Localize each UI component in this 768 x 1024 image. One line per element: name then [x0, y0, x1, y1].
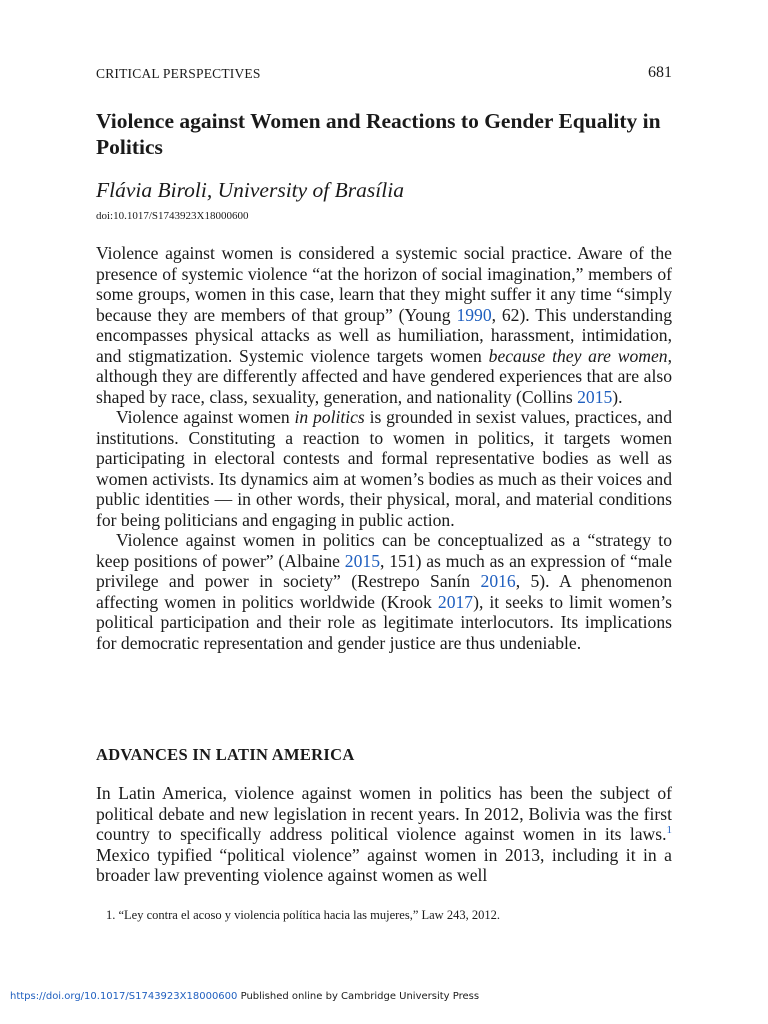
- section-heading: ADVANCES IN LATIN AMERICA: [96, 745, 355, 764]
- footnote-1-link[interactable]: 1: [666, 824, 672, 837]
- paragraph-4-text: Mexico typified “political violence” against women in 2013, including it in a broader law preventing violence against women as well: [96, 844, 672, 885]
- paragraph-3-text: Violence against women in politics can be conceptualized as a “strategy to keep positions of power” (Albaine: [96, 530, 672, 571]
- running-header: [96, 64, 672, 86]
- paragraph-1-emphasis: because they are women: [488, 345, 668, 366]
- doi-link[interactable]: https://doi.org/10.1017/S1743923X18000600: [10, 991, 238, 1002]
- citation-albaine-link[interactable]: 2015: [344, 550, 380, 571]
- paragraph-2: [96, 407, 672, 530]
- citation-krook-link[interactable]: 2017: [437, 591, 474, 612]
- citation-collins-link[interactable]: 2015: [577, 386, 613, 407]
- footnote-1: 1. “Ley contra el acoso y violencia política hacia las mujeres,” Law 243, 2012.: [106, 908, 500, 922]
- published-note: Published online by Cambridge University Press: [237, 991, 480, 1002]
- running-head: CRITICAL PERSPECTIVES: [96, 66, 261, 81]
- author-line: Flávia Biroli, University of Brasília: [96, 178, 404, 202]
- page-footer: [10, 991, 479, 1002]
- article-title: Violence against Women and Reactions to Gender Equality in Politics: [96, 109, 661, 159]
- paragraph-3: [96, 530, 672, 653]
- paragraph-2-text: is grounded in sexist values, practices, and institutions. Constituting a reaction to women in politics, it targets women participating in electoral contests and formal representative bodies as well as women activists. Its dynamics aim at women’s bodies as much as their voices and public identities — in other words, their physical, moral, and material conditions for being politicians and engaging in public action.: [96, 407, 672, 530]
- paragraph-3-text: ), it seeks to limit women’s political participation and their role as legitimate interlocutors. Its implications for democratic representation and gender justice are thus undeniable.: [96, 591, 672, 653]
- paragraph-2-text: Violence against women: [116, 407, 295, 427]
- paragraph-1-text: Violence against women is considered a systemic social practice. Aware of the presence of systemic violence “at the horizon of social imagination,” members of some groups, women in this case, learn that they might suffer it any time “simply because they are members of that group” (Young: [96, 243, 672, 325]
- paragraph-3-text: , 5). A phenomenon affecting women in politics worldwide (Krook: [96, 571, 673, 612]
- paragraph-4-text: In Latin America, violence against women in politics has been the subject of political debate and new legislation in recent years. In 2012, Bolivia was the first country to specifically address political violence against women in its laws.: [96, 783, 672, 844]
- section-text: [96, 783, 672, 886]
- citation-young-link[interactable]: 1990: [456, 304, 492, 325]
- citation-restrepo-link[interactable]: 2016: [480, 571, 516, 591]
- paragraph-3-text: , 151) as much as an expression of “male privilege and power in society” (Restrepo Sanín: [96, 550, 673, 591]
- paragraph-2-emphasis: in politics: [294, 407, 365, 427]
- paragraph-1-text: , 62). This understanding encompasses physical attacks as well as humiliation, harassment, intimidation, and stigmatization. Systemic violence targets women: [96, 304, 672, 366]
- paragraph-1-text: , although they are differently affected and have gendered experiences that are also shaped by race, class, sexuality, generation, and nationality (Collins: [96, 345, 672, 407]
- article-doi: doi:10.1017/S1743923X18000600: [96, 210, 249, 222]
- page-number: 681: [648, 64, 672, 81]
- paragraph-1: [96, 243, 672, 407]
- paragraph-1-text: ).: [612, 386, 623, 407]
- paragraph-4: [96, 783, 672, 886]
- intro-text: [96, 243, 672, 653]
